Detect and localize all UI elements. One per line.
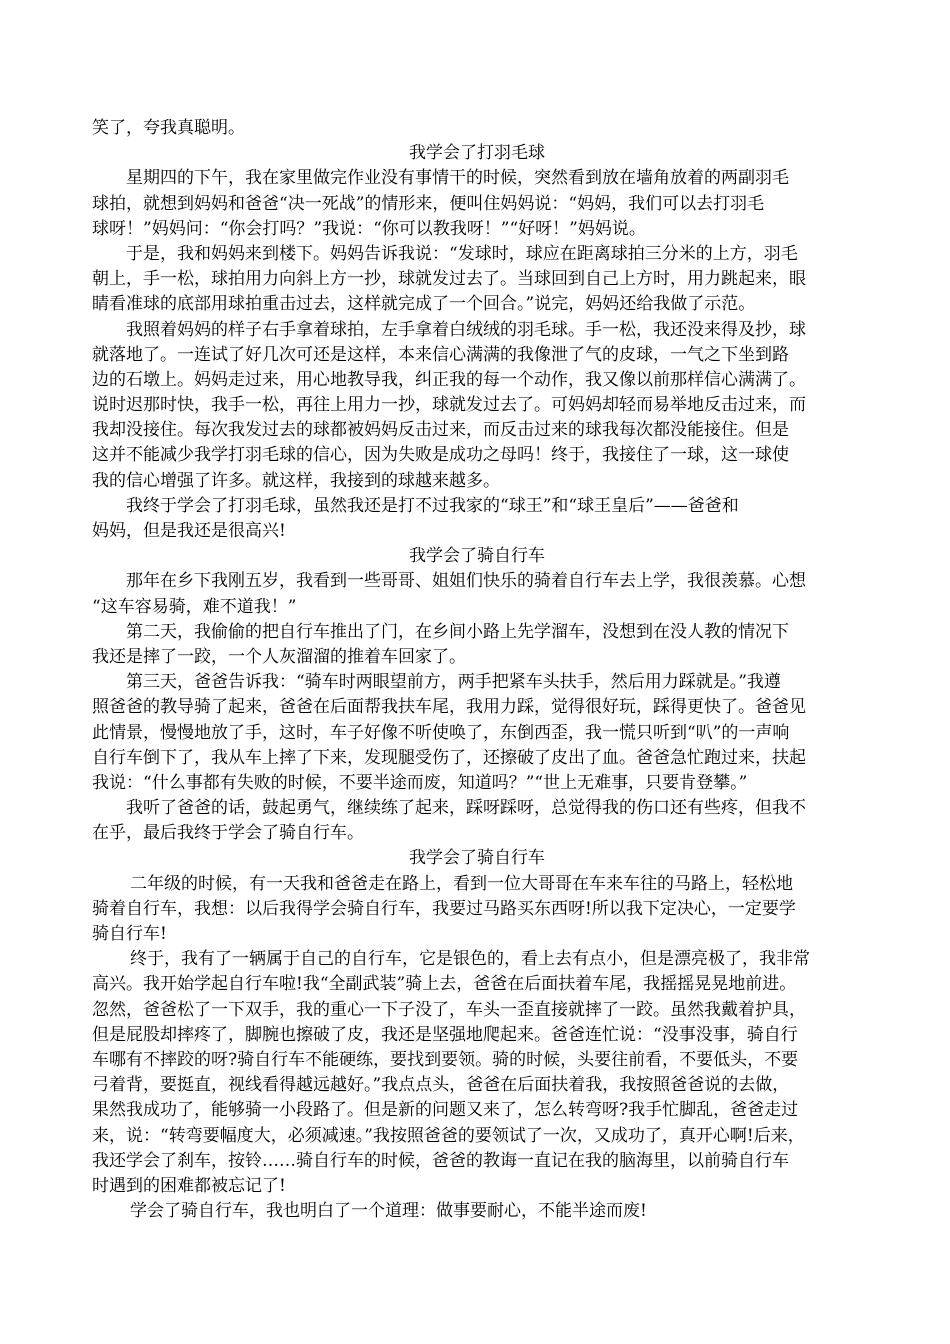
essay3-paragraph-line: 车哪有不摔跤的呀?骑自行车不能硬练，要找到要领。骑的时候，头要往前看，不要低头，不要 <box>92 1049 799 1070</box>
essay1-paragraph-line: 我终于学会了打羽毛球，虽然我还是打不过我家的“球王”和“球王皇后”——爸爸和 <box>126 495 739 516</box>
essay3-paragraph-line: 我还学会了刹车，按铃……骑自行车的时候，爸爸的教诲一直记在我的脑海里，以前骑自行车 <box>92 1150 789 1171</box>
essay3-paragraph-line: 骑自行车! <box>92 924 167 944</box>
essay2-paragraph-line: 那年在乡下我刚五岁，我看到一些哥哥、姐姐们快乐的骑着自行车去上学，我很羡慕。心想 <box>126 571 806 592</box>
essay1-paragraph-line: 我照着妈妈的样子右手拿着球拍，左手拿着白绒绒的羽毛球。手一松，我还没来得及抄，球 <box>126 319 806 340</box>
essay2-paragraph-line: 第三天，爸爸告诉我：“骑车时两眼望前方，两手把紧车头扶手，然后用力踩就是。”我遵 <box>126 672 781 693</box>
essay3-paragraph-line: 高兴。我开始学起自行车啦!我“全副武装”骑上去，爸爸在后面扶着车尾，我摇摇晃晃地前进。 <box>92 974 797 995</box>
essay1-paragraph-line: 星期四的下午，我在家里做完作业没有事情干的时候，突然看到放在墙角放着的两副羽毛 <box>126 168 789 189</box>
essay2-paragraph-line: 在乎，最后我终于学会了骑自行车。 <box>92 823 364 844</box>
essay1-paragraph-line: 朝上，手一松，球拍用力向斜上方一抄，球就发过去了。当球回到自己上方时，用力跳起来，眼 <box>92 269 806 290</box>
essay1-paragraph-line: 边的石墩上。妈妈走过来，用心地教导我，纠正我的每一个动作，我又像以前那样信心满满了。 <box>92 369 806 390</box>
essay3-paragraph-line: 时遇到的困难都被忘记了! <box>92 1175 286 1196</box>
essay1-paragraph-line: 说时迟那时快，我手一松，再往上用力一抄，球就发过去了。可妈妈却轻而易举地反击过来，而 <box>92 395 806 416</box>
essay1-paragraph-line: 球拍，就想到妈妈和爸爸“决一死战”的情形来，便叫住妈妈说：“妈妈，我们可以去打羽毛 <box>92 193 765 214</box>
essay3-paragraph-line: 学会了骑自行车，我也明白了一个道理：做事要耐心，不能半途而废! <box>130 1201 647 1222</box>
essay2-paragraph-line: 我还是摔了一跤，一个人灰溜溜的推着车回家了。 <box>92 646 466 667</box>
essay1-paragraph-line: 就落地了。一连试了好几次可还是这样，本来信心满满的我像泄了气的皮球，一气之下坐到路 <box>92 344 789 365</box>
essay3-paragraph-line: 二年级的时候，有一天我和爸爸走在路上，看到一位大哥哥在车来车往的马路上，轻松地 <box>130 873 793 894</box>
essay3-paragraph-line: 骑着自行车，我想：以后我得学会骑自行车，我要过马路买东西呀!所以我下定决心，一定要学 <box>92 898 796 919</box>
essay2-paragraph-line: “这车容易骑，难不道我！” <box>92 596 297 617</box>
essay1-paragraph-line: 妈妈，但是我还是很高兴! <box>92 521 286 541</box>
essay1-paragraph-line: 于是，我和妈妈来到楼下。妈妈告诉我说：“发球时，球应在距离球拍三分米的上方，羽毛 <box>126 243 798 264</box>
essay1-paragraph-line: 睛看准球的底部用球拍重击过去，这样就完成了一个回合。”说完，妈妈还给我做了示范。 <box>92 294 756 315</box>
essay3-paragraph-line: 果然我成功了，能够骑一小段路了。但是新的问题又来了，怎么转弯呀?我手忙脚乱，爸爸走过 <box>92 1100 799 1121</box>
essay2-paragraph-line: 此情景，慢慢地放了手，这时，车子好像不听使唤了，东倒西歪，我一慌只听到“叭”的一声响 <box>92 722 790 743</box>
essay2-paragraph-line: 照爸爸的教导骑了起来，爸爸在后面帮我扶车尾，我用力踩，觉得很好玩，踩得更快了。爸爸见 <box>92 697 806 718</box>
essay2-paragraph-line: 我说：“什么事都有失败的时候，不要半途而废，知道吗？”“世上无难事，只要肯登攀。” <box>92 772 748 793</box>
essay3-paragraph-line: 终于，我有了一辆属于自己的自行车，它是银色的，看上去有点小，但是漂亮极了，我非常 <box>130 949 810 970</box>
essay1-title: 我学会了打羽毛球 <box>409 143 545 164</box>
essay3-paragraph-line: 来，说：“转弯要幅度大，必须减速。”我按照爸爸的要领试了一次，又成功了，真开心啊!后来， <box>92 1125 805 1146</box>
essay2-paragraph-line: 我听了爸爸的话，鼓起勇气，继续练了起来，踩呀踩呀，总觉得我的伤口还有些疼，但我不 <box>126 798 806 819</box>
essay1-paragraph-line: 我却没接住。每次我发过去的球都被妈妈反击过来，而反击过来的球我每次都没能接住。但是 <box>92 420 789 441</box>
essay2-paragraph-line: 第二天，我偷偷的把自行车推出了门，在乡间小路上先学溜车，没想到在没人教的情况下 <box>126 621 789 642</box>
document-page <box>92 116 862 1224</box>
essay3-paragraph-line: 忽然，爸爸松了一下双手，我的重心一下子没了，车头一歪直接就摔了一跤。虽然我戴着护具， <box>92 999 806 1020</box>
essay2-title: 我学会了骑自行车 <box>409 546 545 567</box>
essay1-paragraph-line: 我的信心增强了许多。就这样，我接到的球越来越多。 <box>92 470 500 491</box>
essay3-paragraph-line: 弓着背，要挺直，视线看得越远越好。”我点点头，爸爸在后面扶着我，我按照爸爸说的去做， <box>92 1075 790 1096</box>
essay1-paragraph-line: 这并不能减少我学打羽毛球的信心，因为失败是成功之母吗！终于，我接住了一球，这一球使 <box>92 445 789 466</box>
essay3-title: 我学会了骑自行车 <box>409 848 545 869</box>
essay3-paragraph-line: 但是屁股却摔疼了，脚腕也擦破了皮，我还是坚强地爬起来。爸爸连忙说：“没事没事，骑自行 <box>92 1024 798 1045</box>
essay2-paragraph-line: 自行车倒下了，我从车上摔了下来，发现腿受伤了，还擦破了皮出了血。爸爸急忙跑过来，扶起 <box>92 747 806 768</box>
intro-tail-line: 笑了，夸我真聪明。 <box>92 118 245 138</box>
essay1-paragraph-line: 球呀！”妈妈问：“你会打吗？”我说：“你可以教我呀！”“好呀！”妈妈说。 <box>92 218 646 239</box>
